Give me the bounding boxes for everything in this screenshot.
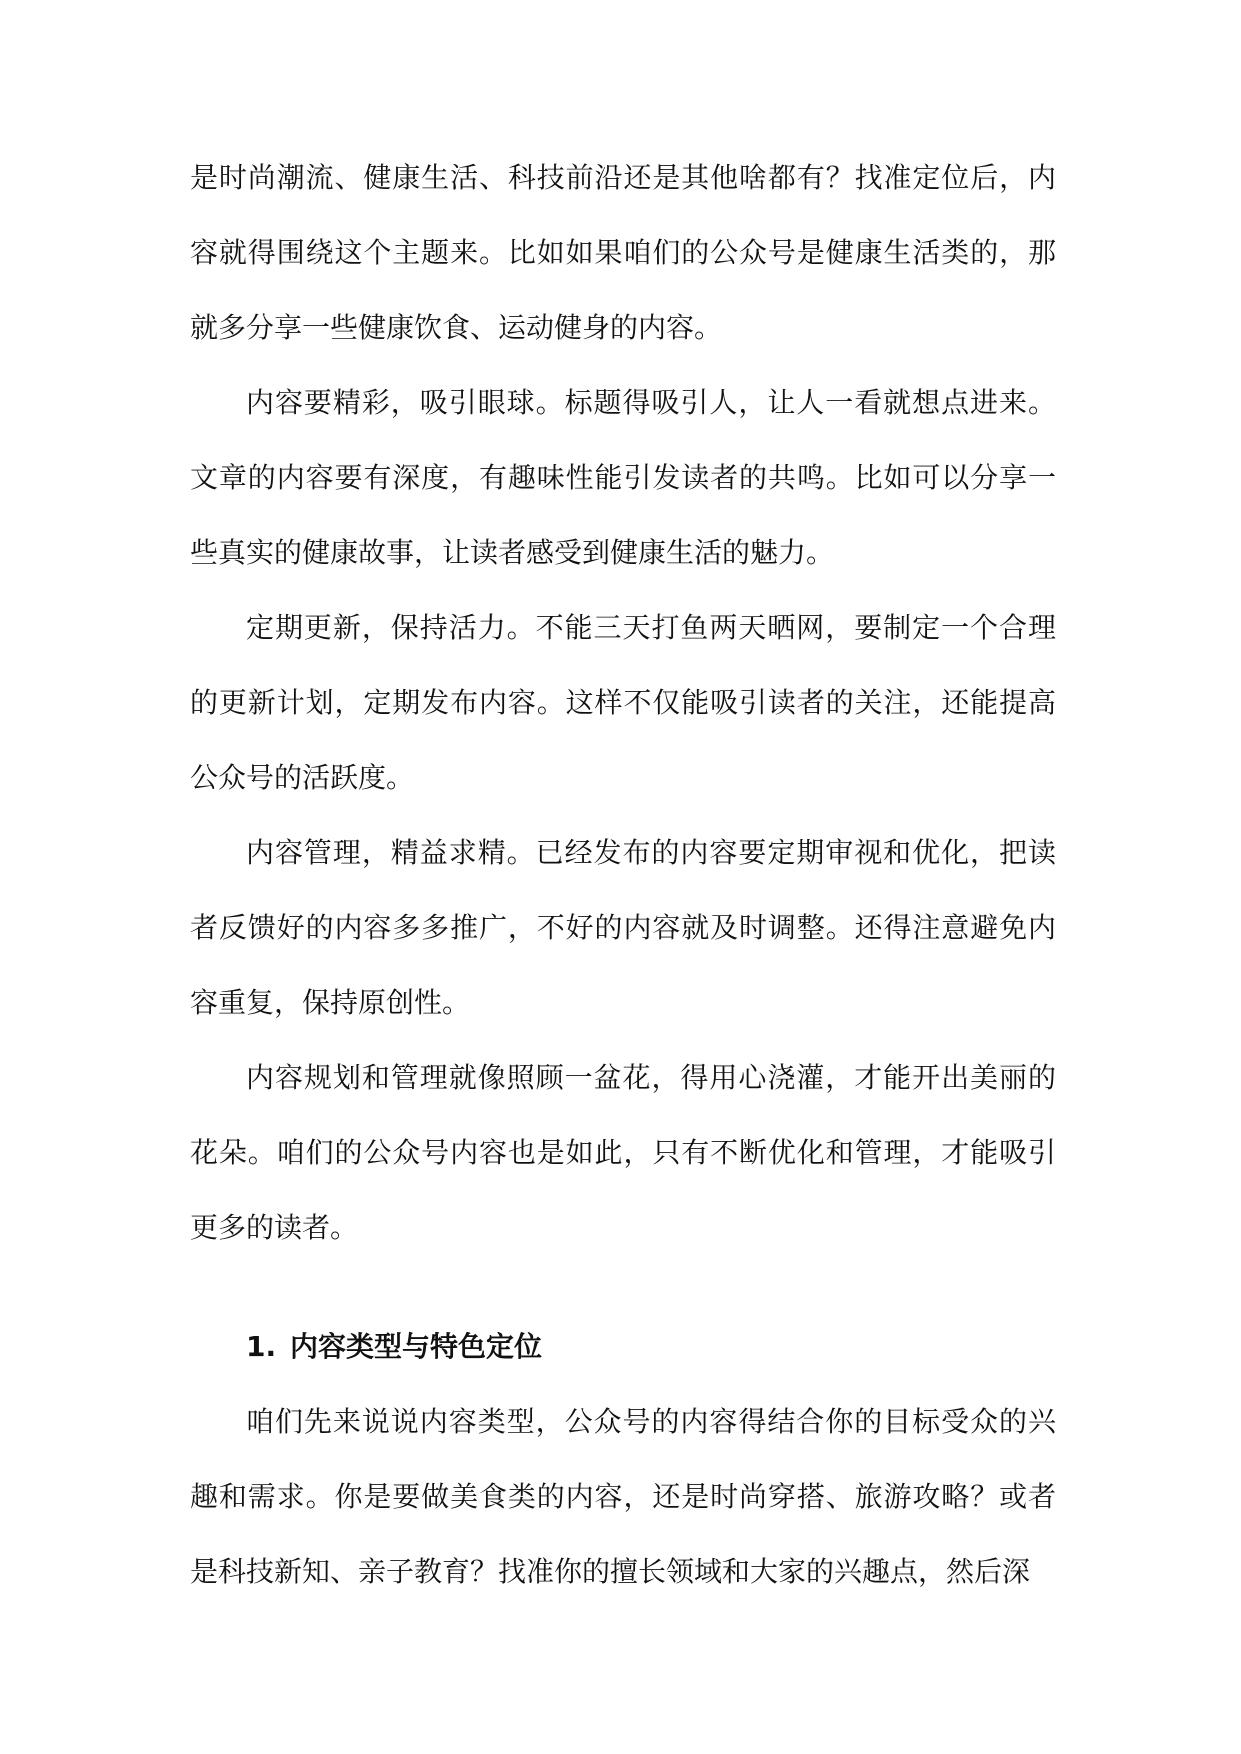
section-heading-number: 1. [246, 1330, 277, 1363]
paragraph-summary: 内容规划和管理就像照顾一盆花，得用心浇灌，才能开出美丽的花朵。咱们的公众号内容也是如此，只有不断优化和管理，才能吸引更多的读者。 [190, 1061, 1056, 1244]
paragraph-regular-updates: 定期更新，保持活力。不能三天打鱼两天晒网，要制定一个合理的更新计划，定期发布内容。这样不仅能吸引读者的关注，还能提高公众号的活跃度。 [190, 611, 1056, 794]
section-heading-title: 内容类型与特色定位 [290, 1330, 543, 1363]
paragraph-content-appeal: 内容要精彩，吸引眼球。标题得吸引人，让人一看就想点进来。文章的内容要有深度，有趣味性能引发读者的共鸣。比如可以分享一些真实的健康故事，让读者感受到健康生活的魅力。 [190, 386, 1056, 569]
document-body [190, 140, 1056, 1609]
paragraph-continuation: 是时尚潮流、健康生活、科技前沿还是其他啥都有？找准定位后，内容就得围绕这个主题来。比如如果咱们的公众号是健康生活类的，那就多分享一些健康饮食、运动健身的内容。 [190, 161, 1056, 344]
section-heading [190, 1309, 1056, 1384]
paragraph-content-types: 咱们先来说说内容类型，公众号的内容得结合你的目标受众的兴趣和需求。你是要做美食类的内容，还是时尚穿搭、旅游攻略？或者是科技新知、亲子教育？找准你的擅长领域和大家的兴趣点，然后深 [190, 1405, 1056, 1588]
paragraph-content-management: 内容管理，精益求精。已经发布的内容要定期审视和优化，把读者反馈好的内容多多推广，不好的内容就及时调整。还得注意避免内容重复，保持原创性。 [190, 836, 1056, 1019]
